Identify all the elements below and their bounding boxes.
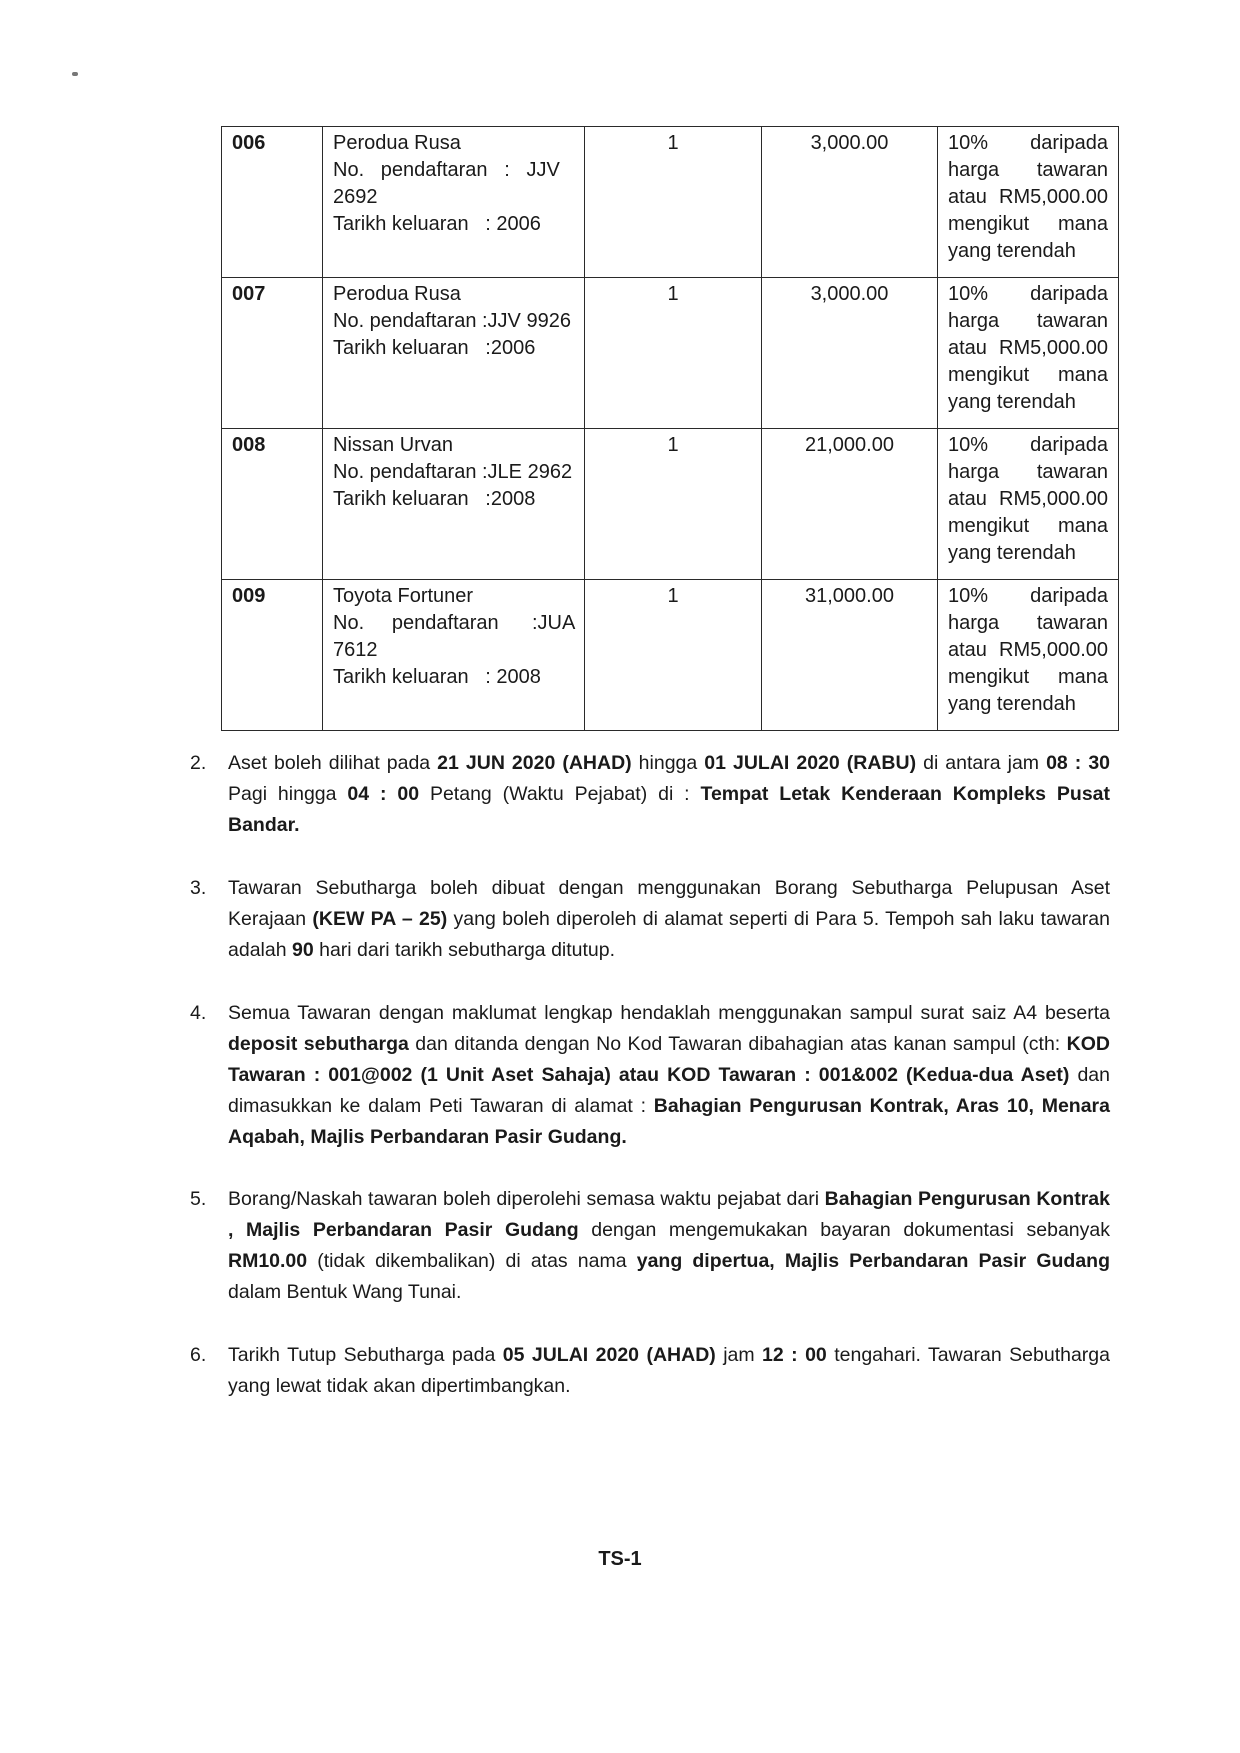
paragraph-5 — [190, 1184, 1110, 1308]
deposit-condition-cell — [938, 580, 1119, 731]
description-line: Tarikh keluaran :2008 — [333, 488, 536, 510]
deposit-condition-cell — [938, 429, 1119, 580]
description-line: Nissan Urvan — [333, 434, 454, 456]
condition-line: 10% daripada — [948, 132, 1108, 154]
condition-line: harga tawaran — [948, 612, 1108, 634]
paragraph-number: 5. — [190, 1188, 207, 1210]
paragraph-4 — [190, 998, 1110, 1153]
paragraph-text: Tawaran Sebutharga boleh dibuat dengan menggunakan Borang Sebutharga Pelupusan Aset Kerajaan (KEW PA – 25) yang boleh diperoleh di alamat seperti di Para 5. Tempoh sah laku tawaran adalah 90 hari dari tarikh sebutharga ditutup. — [228, 877, 1110, 961]
description-line: No. pendaftaran :JLE 2962 — [333, 461, 573, 483]
quantity-cell: 1 — [585, 580, 762, 731]
reserve-price-cell: 21,000.00 — [762, 429, 938, 580]
paragraph-text: Semua Tawaran dengan maklumat lengkap hendaklah menggunakan sampul surat saiz A4 beserta deposit sebutharga dan ditanda dengan No Kod Tawaran dibahagian atas kanan sampul (cth: KOD Tawaran : 001@002 (1 Unit Aset Sahaja) atau KOD Tawaran : 001&002 (Kedua-dua Aset) dan dimasukkan ke dalam Peti Tawaran di alamat : Bahagian Pengurusan Kontrak, Aras 10, Menara Aqabah, Majlis Perbandaran Pasir Gudang. — [228, 1002, 1110, 1148]
deposit-condition-cell — [938, 127, 1119, 278]
condition-line: atau RM5,000.00 — [948, 186, 1108, 208]
condition-line: atau RM5,000.00 — [948, 639, 1108, 661]
condition-line: 10% daripada — [948, 434, 1108, 456]
reserve-price-cell: 3,000.00 — [762, 127, 938, 278]
table-row — [222, 278, 1119, 429]
paragraph-number: 4. — [190, 1002, 207, 1024]
quantity-cell: 1 — [585, 429, 762, 580]
paragraph-text: Tarikh Tutup Sebutharga pada 05 JULAI 2020 (AHAD) jam 12 : 00 tengahari. Tawaran Sebutharga yang lewat tidak akan dipertimbangkan. — [228, 1344, 1110, 1397]
asset-code-cell: 009 — [222, 580, 323, 731]
description-line: 2692 — [333, 186, 378, 208]
condition-line: harga tawaran — [948, 310, 1108, 332]
condition-line: harga tawaran — [948, 461, 1108, 483]
description-line: No. pendaftaran :JUA — [333, 612, 576, 634]
condition-line: 10% daripada — [948, 585, 1108, 607]
asset-table-body — [222, 127, 1119, 731]
reserve-price-cell: 3,000.00 — [762, 278, 938, 429]
asset-description-cell — [323, 429, 585, 580]
condition-line: mengikut mana — [948, 666, 1108, 688]
asset-code-cell: 007 — [222, 278, 323, 429]
condition-line: mengikut mana — [948, 364, 1108, 386]
condition-line: atau RM5,000.00 — [948, 488, 1108, 510]
description-line: No. pendaftaran :JJV 9926 — [333, 310, 571, 332]
condition-line: yang terendah — [948, 240, 1076, 262]
condition-line: harga tawaran — [948, 159, 1108, 181]
paragraph-text: Borang/Naskah tawaran boleh diperolehi semasa waktu pejabat dari Bahagian Pengurusan Kontrak , Majlis Perbandaran Pasir Gudang dengan mengemukakan bayaran dokumentasi sebanyak RM10.00 (tidak dikembalikan) di atas nama yang dipertua, Majlis Perbandaran Pasir Gudang dalam Bentuk Wang Tunai. — [228, 1188, 1111, 1303]
asset-description-cell — [323, 127, 585, 278]
paragraph-3 — [190, 873, 1110, 966]
asset-description-cell — [323, 278, 585, 429]
description-line: Tarikh keluaran :2006 — [333, 337, 536, 359]
deposit-condition-cell — [938, 278, 1119, 429]
condition-line: mengikut mana — [948, 515, 1108, 537]
description-line: No. pendaftaran : JJV — [333, 159, 560, 181]
paragraph-6 — [190, 1340, 1110, 1402]
asset-code-cell: 006 — [222, 127, 323, 278]
paragraph-number: 6. — [190, 1344, 207, 1366]
page-number: TS-1 — [598, 1548, 642, 1570]
condition-line: yang terendah — [948, 391, 1076, 413]
table-row — [222, 127, 1119, 278]
paragraph-number: 2. — [190, 752, 207, 774]
paragraph-text: Aset boleh dilihat pada 21 JUN 2020 (AHAD) hingga 01 JULAI 2020 (RABU) di antara jam 08 : 30 Pagi hingga 04 : 00 Petang (Waktu Pejabat) di : Tempat Letak Kenderaan Kompleks Pusat Bandar. — [228, 752, 1111, 836]
condition-line: atau RM5,000.00 — [948, 337, 1108, 359]
table-row — [222, 429, 1119, 580]
description-line: Tarikh keluaran : 2008 — [333, 666, 541, 688]
condition-line: 10% daripada — [948, 283, 1108, 305]
description-line: Perodua Rusa — [333, 283, 461, 305]
asset-description-cell — [323, 580, 585, 731]
asset-table — [221, 126, 1119, 731]
asset-code-cell: 008 — [222, 429, 323, 580]
paragraph-2 — [190, 748, 1110, 841]
description-line: Perodua Rusa — [333, 132, 461, 154]
description-line: 7612 — [333, 639, 378, 661]
quantity-cell: 1 — [585, 278, 762, 429]
condition-line: mengikut mana — [948, 213, 1108, 235]
scan-speck — [72, 72, 78, 76]
description-line: Toyota Fortuner — [333, 585, 474, 607]
condition-line: yang terendah — [948, 693, 1076, 715]
description-line: Tarikh keluaran : 2006 — [333, 213, 541, 235]
table-row — [222, 580, 1119, 731]
condition-line: yang terendah — [948, 542, 1076, 564]
paragraph-number: 3. — [190, 877, 207, 899]
reserve-price-cell: 31,000.00 — [762, 580, 938, 731]
quantity-cell: 1 — [585, 127, 762, 278]
